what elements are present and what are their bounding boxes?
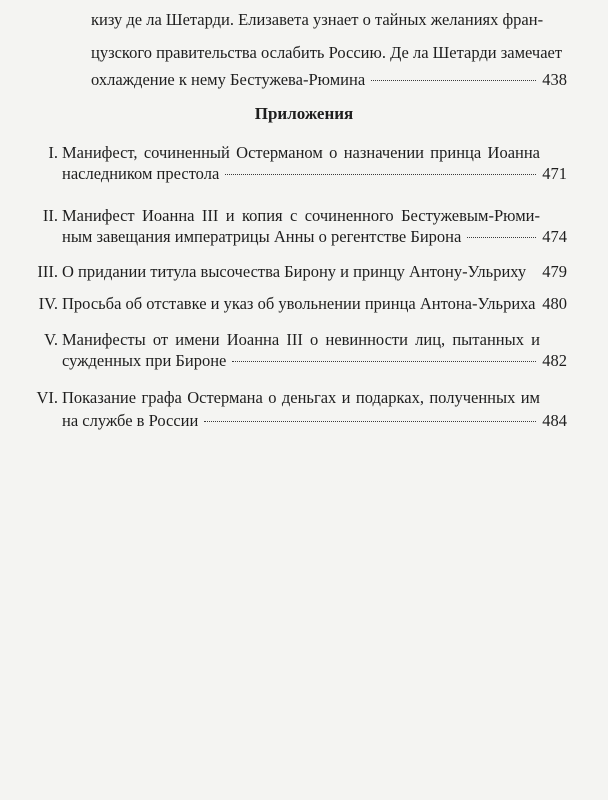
continuation-line-2: цузского правительства ослабить Россию. Де ла Шетарди замечает: [91, 43, 563, 62]
entry-numeral: III.: [37, 262, 58, 281]
dot-leader: [467, 237, 536, 238]
dot-leader: [225, 174, 536, 175]
entry-line-1: Показание графа Остермана о деньгах и подарках, полученных им: [62, 388, 540, 407]
entry-numeral: II.: [42, 206, 58, 225]
dot-leader: [204, 421, 536, 422]
entry-text: ным завещания императрицы Анны о регентстве Бирона: [62, 227, 462, 246]
entry-line-1: Манифест Иоанна III и копия с сочиненного Бестужевым-Рюми-: [62, 206, 540, 225]
dot-leader: [371, 80, 536, 81]
entry-last-line: [62, 294, 567, 314]
entry-text: наследником престола: [62, 164, 220, 183]
section-heading: Приложения: [254, 104, 354, 123]
continuation-line-1: кизу де ла Шетарди. Елизавета узнает о тайных желаниях фран-: [91, 10, 544, 29]
entry-numeral: VI.: [36, 388, 58, 407]
entry-last-line: [62, 411, 567, 431]
entry-numeral: IV.: [38, 294, 58, 313]
page-number: 480: [542, 294, 567, 313]
page-number: 482: [542, 351, 567, 370]
entry-text: на службе в России: [62, 411, 199, 430]
entry-last-line: [62, 351, 567, 371]
entry-last-line: [62, 262, 567, 282]
page-number: 474: [542, 227, 567, 246]
continuation-line-3: [91, 70, 567, 90]
entry-last-line: [62, 164, 567, 184]
continuation-text: охлаждение к нему Бестужева-Рюмина: [91, 70, 366, 89]
page-number: 438: [542, 70, 567, 89]
entry-text: сужденных при Бироне: [62, 351, 227, 370]
dot-leader: [232, 361, 536, 362]
entry-line-1: Манифесты от имени Иоанна III о невинности лиц, пытанных и: [62, 330, 540, 349]
page-number: 479: [542, 262, 567, 281]
page-number: 484: [542, 411, 567, 430]
entry-last-line: [62, 227, 567, 247]
entry-text: О придании титула высочества Бирону и принцу Антону-Ульриху: [62, 262, 527, 281]
entry-line-1: Манифест, сочиненный Остерманом о назначении принца Иоанна: [62, 143, 540, 162]
entry-numeral: V.: [44, 330, 58, 349]
entry-text: Просьба об отставке и указ об увольнении принца Антона-Ульриха: [62, 294, 536, 313]
page-number: 471: [542, 164, 567, 183]
entry-numeral: I.: [48, 143, 58, 162]
